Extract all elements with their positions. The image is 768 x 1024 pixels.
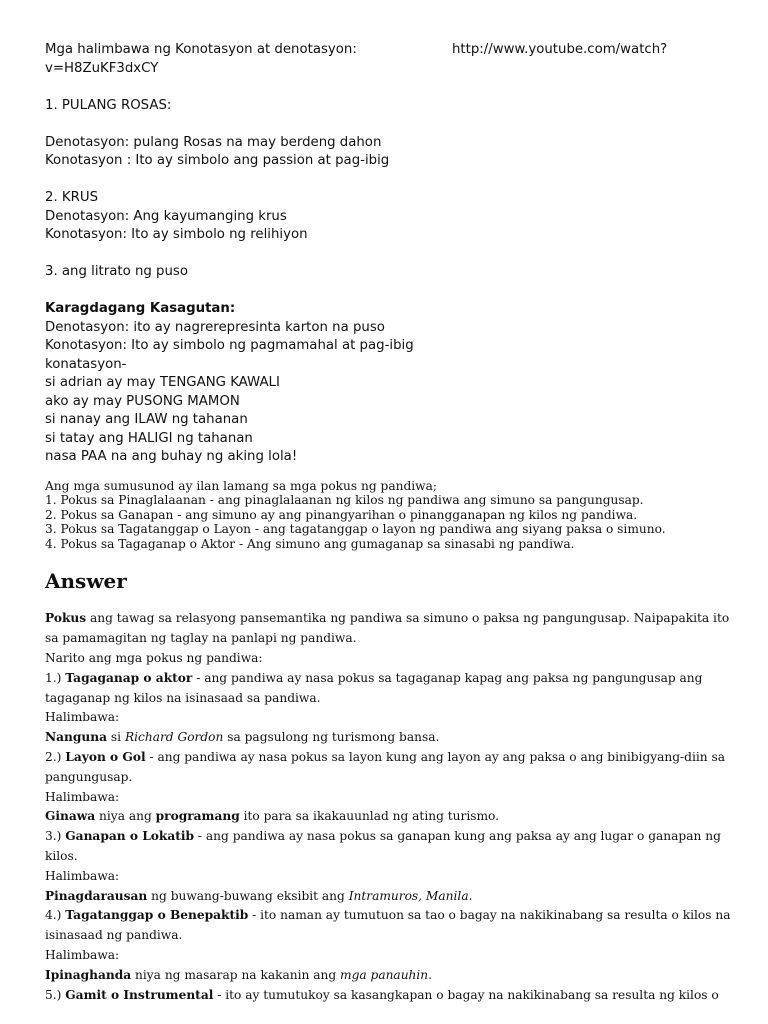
item-number: 4.) [45,908,66,923]
example-text: sa pagsulong ng turismong bansa. [223,730,440,745]
answer-item-2 [45,748,735,788]
extra-line: konatasyon- [45,356,127,372]
answer-item-4 [45,906,735,946]
example-text: . [428,967,433,982]
item1-konotasyon: Konotasyon : Ito ay simbolo ang passion at pag-ibig [45,153,390,168]
example-sentence [45,728,735,748]
item-description: - ito ay tumutukoy sa kasangkapan o bagay na nakikinabang sa resulta ng kilos o [213,987,719,1002]
header-title: Mga halimbawa ng Konotasyon at denotasyon: [45,42,357,57]
extra-line: Konotasyon: Ito ay simbolo ng pagmamahal at pag-ibig [45,338,414,353]
halimbawa-label: Halimbawa: [45,710,120,725]
item1-denotasyon: Denotasyon: pulang Rosas na may berdeng dahon [45,134,382,150]
item-term: Tagaganap o aktor [65,670,193,685]
item-term: Ganapan o Lokatib [65,829,195,844]
item-description: - ang pandiwa ay nasa pokus sa tagaganap kapag ang paksa ng pangungusap ang tagaganap ng kilos na isinasaad sa pandiwa. [45,670,703,705]
pokus-definition-text: ang tawag sa relasyong pansemantika ng pandiwa sa simuno o paksa ng pangungusap. Naipapakita ito sa pamamagitan ng taglay na panlapi ng pandiwa. [45,611,730,646]
pokus-list-item: 4. Pokus sa Tagaganap o Aktor - Ang simuno ang gumaganap sa sinasabi ng pandiwa. [45,536,575,551]
example-sentence [45,966,735,986]
answer-heading: Answer [45,569,127,594]
example-text: niya ng masarap na kakanin ang [131,967,341,982]
extra-line: si adrian ay may TENGANG KAWALI [45,375,280,390]
item-number: 3.) [45,829,66,844]
halimbawa-label: Halimbawa: [45,789,120,804]
halimbawa-label: Halimbawa: [45,868,120,883]
pokus-list-item: 3. Pokus sa Tagatanggap o Layon - ang tagatanggap o layon ng pandiwa ang siyang paksa o simuno. [45,522,666,537]
extra-line: nasa PAA na ang buhay ng aking lola! [45,449,298,464]
item-term: Gamit o Instrumental [65,987,214,1002]
example-text: ito para sa ikakauunlad ng ating turismo. [239,809,500,824]
answer-item-1 [45,669,735,709]
example-text: si [107,730,125,745]
item-number: 1.) [45,670,66,685]
example-subject: Richard Gordon [124,730,224,745]
pokus-definition [45,609,735,649]
document-page [45,41,735,1005]
answer-item-3 [45,827,735,867]
item3-title: 3. ang litrato ng puso [45,264,188,279]
konotasyon-section [45,41,735,467]
item2-title: 2. KRUS [45,190,99,205]
item-description: - ito naman ay tumutuon sa tao o bagay na nakikinabang sa resulta o kilos na isinasaad ng pandiwa. [45,908,731,943]
pokus-term: Pokus [45,611,87,626]
answer-body [45,609,735,1005]
example-sentence [45,887,735,907]
extra-line: Denotasyon: ito ay nagrerepresinta karton na puso [45,319,385,335]
pokus-list-item: 1. Pokus sa Pinaglalaanan - ang pinaglalaanan ng kilos ng pandiwa ang simuno sa pangungusap. [45,493,644,508]
example-verb: Pinagdarausan [45,888,148,903]
extra-line: ako ay may PUSONG MAMON [45,393,240,409]
example-verb: Ginawa [45,809,96,824]
pokus-list-item: 2. Pokus sa Ganapan - ang simuno ay ang pinangyarihan o pinangganapan ng kilos ng pandiwa. [45,507,638,522]
extra-answers-heading: Karagdagang Kasagutan: [45,301,236,316]
narito-line: Narito ang mga pokus ng pandiwa: [45,651,263,666]
example-verb: Nanguna [45,730,108,745]
pokus-list [45,479,735,552]
item-description: - ang pandiwa ay nasa pokus sa layon kung ang layon ay ang paksa o ang binibigyang-diin sa pangungusap. [45,750,726,784]
example-text: ng buwang-buwang eksibit ang [147,888,349,903]
youtube-link[interactable]: http://www.youtube.com/watch? [452,42,668,57]
youtube-link-continued[interactable]: v=H8ZuKF3dxCY [45,60,159,76]
item2-denotasyon: Denotasyon: Ang kayumanging krus [45,208,287,224]
extra-line: si tatay ang HALIGI ng tahanan [45,430,253,446]
item1-title: 1. PULANG ROSAS: [45,97,172,113]
example-verb: Ipinaghanda [45,967,132,982]
item2-konotasyon: Konotasyon: Ito ay simbolo ng relihiyon [45,227,308,242]
example-sentence [45,807,735,827]
item-term: Tagatanggap o Benepaktib [65,908,249,923]
header-row [45,41,735,60]
item-number: 5.) [45,987,66,1002]
answer-item-5 [45,986,735,1006]
example-beneficiary: mga panauhin [340,967,429,982]
pokus-intro: Ang mga sumusunod ay ilan lamang sa mga pokus ng pandiwa; [45,478,437,493]
item-number: 2.) [45,750,66,765]
halimbawa-label: Halimbawa: [45,948,120,963]
extra-line: si nanay ang ILAW ng tahanan [45,412,248,427]
item-term: Layon o Gol [65,750,146,765]
example-text: . [468,888,473,903]
example-text: niya ang [95,809,156,824]
example-object: programang [155,809,240,824]
example-place: Intramuros, Manila [348,888,469,903]
item-description: - ang pandiwa ay nasa pokus sa ganapan kung ang paksa ay ang lugar o ganapan ng kilos. [45,829,721,864]
